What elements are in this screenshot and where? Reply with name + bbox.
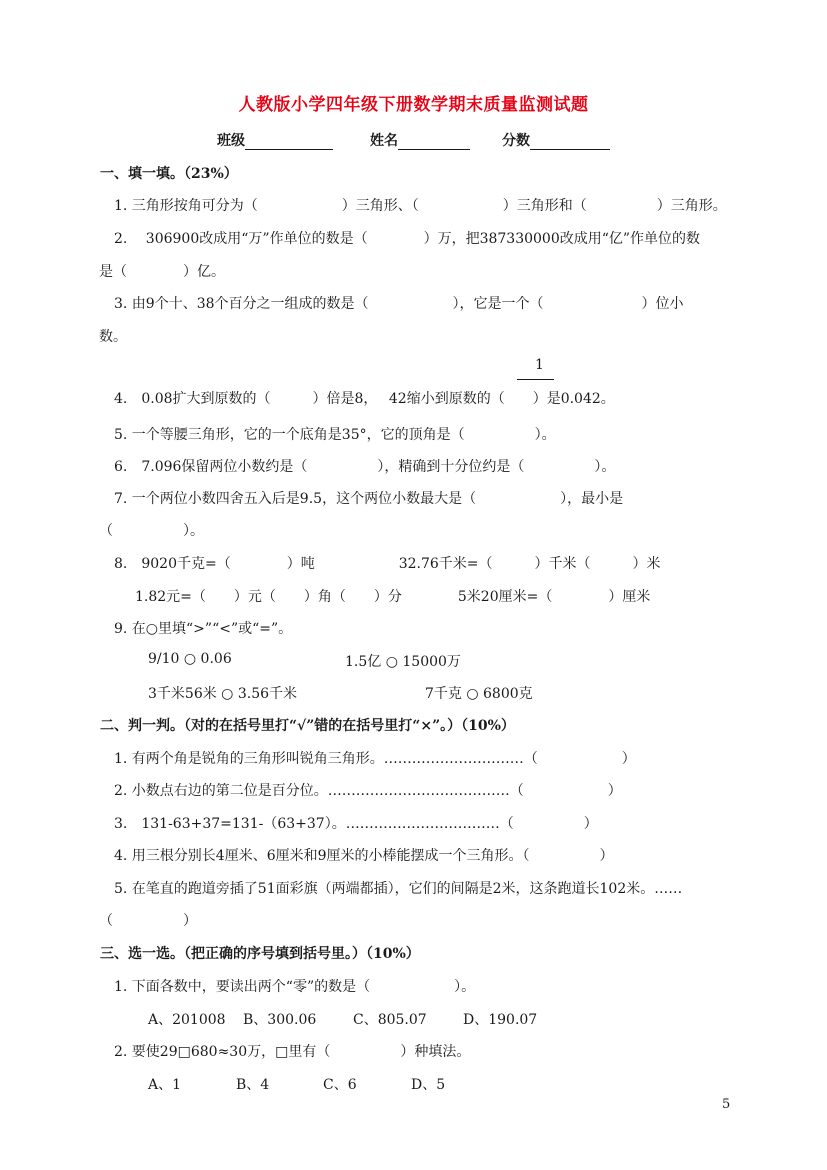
fill-question-7-cont: （ ）。 — [99, 523, 204, 539]
score-field — [502, 130, 610, 150]
choose-question-1: 1. 下面各数中，要读出两个“零”的数是（ ）。 — [114, 979, 476, 995]
name-blank — [398, 134, 470, 150]
choose-1-option-c: C、805.07 — [353, 1012, 427, 1028]
class-field — [217, 130, 333, 150]
score-blank — [530, 134, 610, 150]
judge-question-5-cont: （ ） — [99, 913, 197, 929]
fill-question-9: 9. 在○里填“>”“<”或“=”。 — [114, 621, 293, 637]
choose-2-option-c: C、6 — [323, 1077, 357, 1093]
judge-question-5: 5. 在笔直的跑道旁插了51面彩旗（两端都插），它们的间隔是2米，这条跑道长102米。…… — [114, 881, 683, 897]
compare-item-3: 3千米56米 ○ 3.56千米 — [148, 686, 298, 702]
choose-2-option-d: D、5 — [411, 1077, 446, 1093]
section-fill-heading: 一、填一填。（23%） — [100, 166, 238, 182]
score-label: 分数 — [502, 133, 530, 149]
fill-question-8: 8. 9020千克=（ ）吨 32.76千米=（ ）千米（ ）米 — [114, 556, 661, 572]
fill-question-3: 3. 由9个十、38个百分之一组成的数是（ ），它是一个（ ）位小 — [114, 296, 684, 312]
class-label: 班级 — [217, 133, 245, 149]
judge-question-4: 4. 用三根分别长4厘米、6厘米和9厘米的小棒能摆成一个三角形。（ ） — [114, 848, 614, 864]
choose-1-option-b: B、300.06 — [243, 1012, 317, 1028]
judge-question-1: 1. 有两个角是锐角的三角形叫锐角三角形。…………………………（ ） — [114, 751, 636, 767]
page-number: 5 — [722, 1097, 731, 1112]
fill-question-2-cont: 是（ ）亿。 — [99, 264, 225, 280]
class-blank — [245, 134, 333, 150]
compare-item-2: 1.5亿 ○ 15000万 — [345, 654, 461, 670]
compare-item-4: 7千克 ○ 6800克 — [425, 686, 533, 702]
fill-question-3-cont: 数。 — [99, 329, 127, 345]
fill-question-7: 7. 一个两位小数四舍五入后是9.5，这个两位小数最大是（ ），最小是 — [114, 491, 624, 507]
fill-question-4: 4. 0.08扩大到原数的（ ）倍是8， 42缩小到原数的（ ）是0.042。 — [114, 391, 615, 407]
fill-question-8-cont: 1.82元=（ ）元（ ）角（ ）分 5米20厘米=（ ）厘米 — [135, 589, 651, 605]
page-title: 人教版小学四年级下册数学期末质量监测试题 — [238, 95, 589, 115]
fraction-numerator: 1 — [535, 357, 544, 373]
choose-1-option-d: D、190.07 — [463, 1012, 538, 1028]
choose-2-option-b: B、4 — [236, 1077, 270, 1093]
judge-question-2: 2. 小数点右边的第二位是百分位。…………………………………（ ） — [114, 783, 622, 799]
name-field — [370, 130, 470, 150]
compare-item-1: 9/10 ○ 0.06 — [148, 651, 232, 667]
fraction-bar — [517, 379, 554, 380]
choose-1-option-a: A、201008 — [148, 1012, 226, 1028]
fill-question-6: 6. 7.096保留两位小数约是（ ），精确到十分位约是（ ）。 — [114, 459, 616, 475]
fill-question-5: 5. 一个等腰三角形，它的一个底角是35°，它的顶角是（ ）。 — [114, 427, 556, 443]
section-choose-heading: 三、选一选。（把正确的序号填到括号里。）（10%） — [100, 946, 420, 962]
choose-2-option-a: A、1 — [148, 1077, 182, 1093]
fill-question-1: 1. 三角形按角可分为（ ）三角形、（ ）三角形和（ ）三角形。 — [114, 198, 727, 214]
section-judge-heading: 二、判一判。（对的在括号里打“√”错的在括号里打“×”。）（10%） — [100, 718, 515, 734]
fill-question-2: 2. 306900改成用“万”作单位的数是（ ）万，把387330000改成用“亿”作单位的数 — [114, 231, 701, 247]
choose-question-2: 2. 要使29□680≈30万，□里有（ ）种填法。 — [114, 1044, 471, 1060]
judge-question-3: 3. 131-63+37=131-（63+37）。……………………………（ ） — [114, 816, 598, 832]
name-label: 姓名 — [370, 133, 398, 149]
